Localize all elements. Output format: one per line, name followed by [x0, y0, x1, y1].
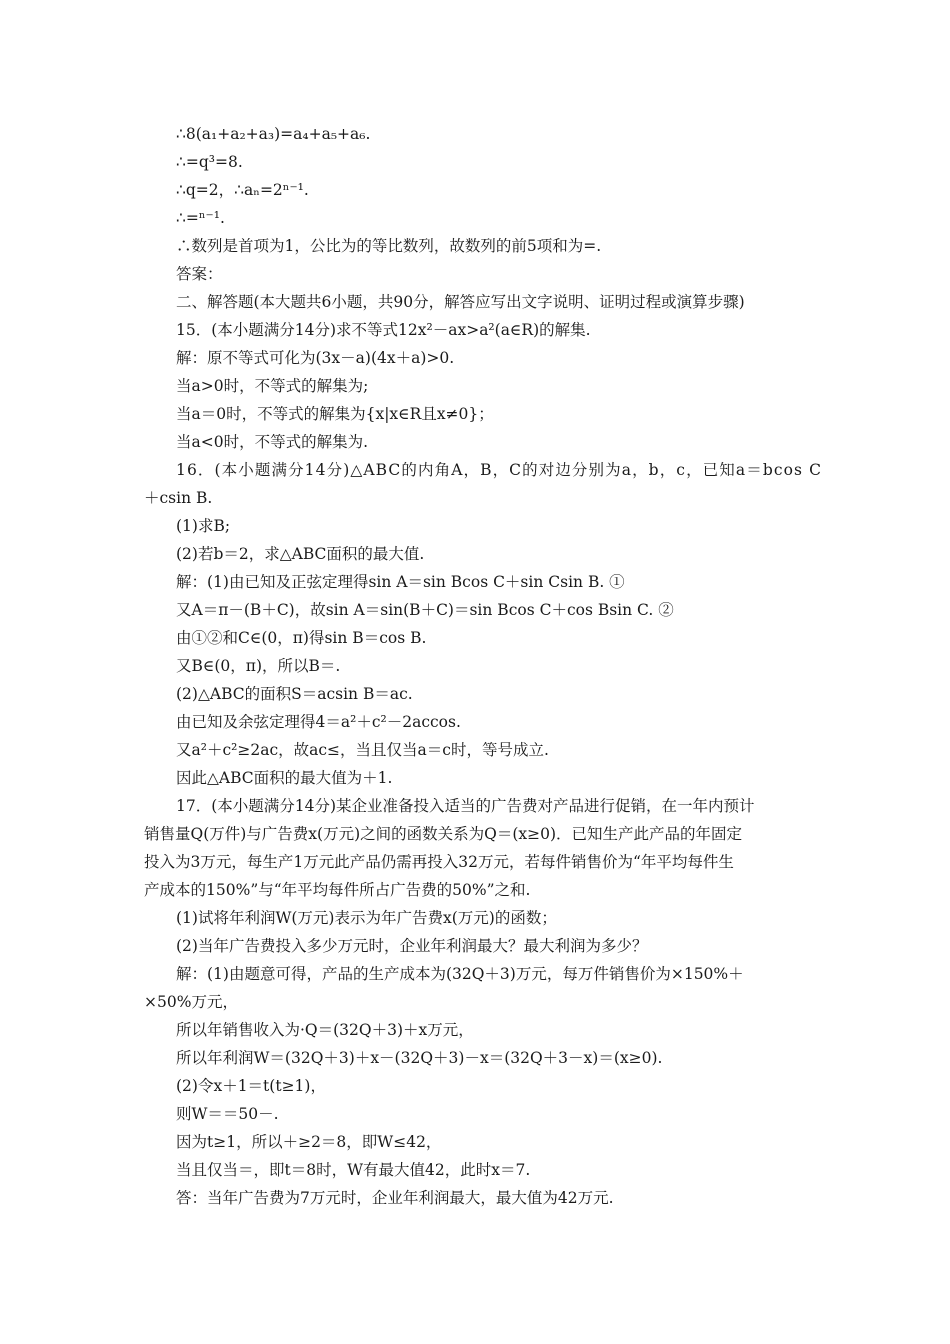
text-line: 因为t≥1，所以＋≥2＝8，即W≤42，	[176, 1133, 442, 1151]
text-line: 由①②和C∈(0，π)得sin B＝cos B.	[176, 629, 427, 647]
text-line: (2)当年广告费投入多少万元时，企业年利润最大？最大利润为多少？	[176, 937, 648, 955]
text-line: (2)令x＋1＝t(t≥1)，	[176, 1077, 326, 1095]
problem-statement: 17．(本小题满分14分)某企业准备投入适当的广告费对产品进行促销，在一年内预计	[176, 797, 755, 815]
text-line: 由已知及余弦定理得4＝a²＋c²－2accos.	[176, 713, 461, 731]
text-line: 解：(1)由已知及正弦定理得sin A＝sin Bcos C＋sin Csin B. ①	[176, 573, 625, 591]
text-line: 则W＝＝50－.	[176, 1105, 279, 1123]
text-line: 当且仅当＝，即t＝8时，W有最大值42，此时x＝7.	[176, 1161, 531, 1179]
problem-statement: 15．(本小题满分14分)求不等式12x²－ax>a²(a∈R)的解集.	[176, 321, 591, 339]
text-line: (1)试将年利润W(万元)表示为年广告费x(万元)的函数；	[176, 909, 557, 927]
text-line: 所以年利润W＝(32Q＋3)＋x－(32Q＋3)－x＝(32Q＋3－x)＝(x≥0).	[176, 1049, 663, 1067]
section-heading: 二、解答题(本大题共6小题，共90分，解答应写出文字说明、证明过程或演算步骤)	[176, 293, 745, 311]
text-line: ∴数列是首项为1，公比为的等比数列，故数列的前5项和为=.	[176, 237, 602, 255]
text-line: ∴q=2，∴aₙ=2ⁿ⁻¹.	[176, 181, 309, 199]
text-line: 所以年销售收入为·Q＝(32Q＋3)＋x万元，	[176, 1021, 474, 1039]
text-line: 又a²＋c²≥2ac，故ac≤，当且仅当a＝c时，等号成立.	[176, 741, 549, 759]
text-line: ∴=q³=8.	[176, 153, 243, 171]
text-line: ×50%万元，	[144, 993, 238, 1011]
text-line: 投入为3万元，每生产1万元此产品仍需再投入32万元，若每件销售价为“年平均每件生	[144, 853, 734, 871]
text-line: 又B∈(0，π)，所以B＝.	[176, 657, 341, 675]
text-line: (2)若b＝2，求△ABC面积的最大值.	[176, 545, 425, 563]
text-line: 解：原不等式可化为(3x－a)(4x＋a)>0.	[176, 349, 455, 367]
text-line: 当a＝0时，不等式的解集为{x|x∈R且x≠0}；	[176, 405, 494, 423]
text-line: 销售量Q(万件)与广告费x(万元)之间的函数关系为Q＝(x≥0)．已知生产此产品的年固定	[144, 825, 743, 843]
text-line: ＋csin B.	[144, 489, 213, 507]
text-line: 又A＝π－(B＋C)，故sin A＝sin(B＋C)＝sin Bcos C＋cos Bsin C. ②	[176, 601, 674, 619]
text-line: 当a>0时，不等式的解集为;	[176, 377, 369, 395]
text-line: 产成本的150%”与“年平均每件所占广告费的50%”之和.	[144, 881, 531, 899]
text-line: (2)△ABC的面积S＝acsin B＝ac.	[176, 685, 413, 703]
text-line: ∴=ⁿ⁻¹.	[176, 209, 225, 227]
text-line: ∴8(a₁+a₂+a₃)=a₄+a₅+a₆.	[176, 125, 371, 143]
text-line: 解：(1)由题意可得，产品的生产成本为(32Q＋3)万元，每万件销售价为×150%＋	[176, 965, 744, 983]
answer-line: 答：当年广告费为7万元时，企业年利润最大，最大值为42万元.	[176, 1189, 614, 1207]
text-line: (1)求B;	[176, 517, 231, 535]
text-line: 当a<0时，不等式的解集为.	[176, 433, 369, 451]
text-line: 因此△ABC面积的最大值为＋1.	[176, 769, 393, 787]
text-line: 答案：	[176, 265, 223, 283]
problem-statement: 16．(本小题满分14分)△ABC的内角A，B，C的对边分别为a，b，c，已知a＝bcos C	[176, 461, 823, 479]
